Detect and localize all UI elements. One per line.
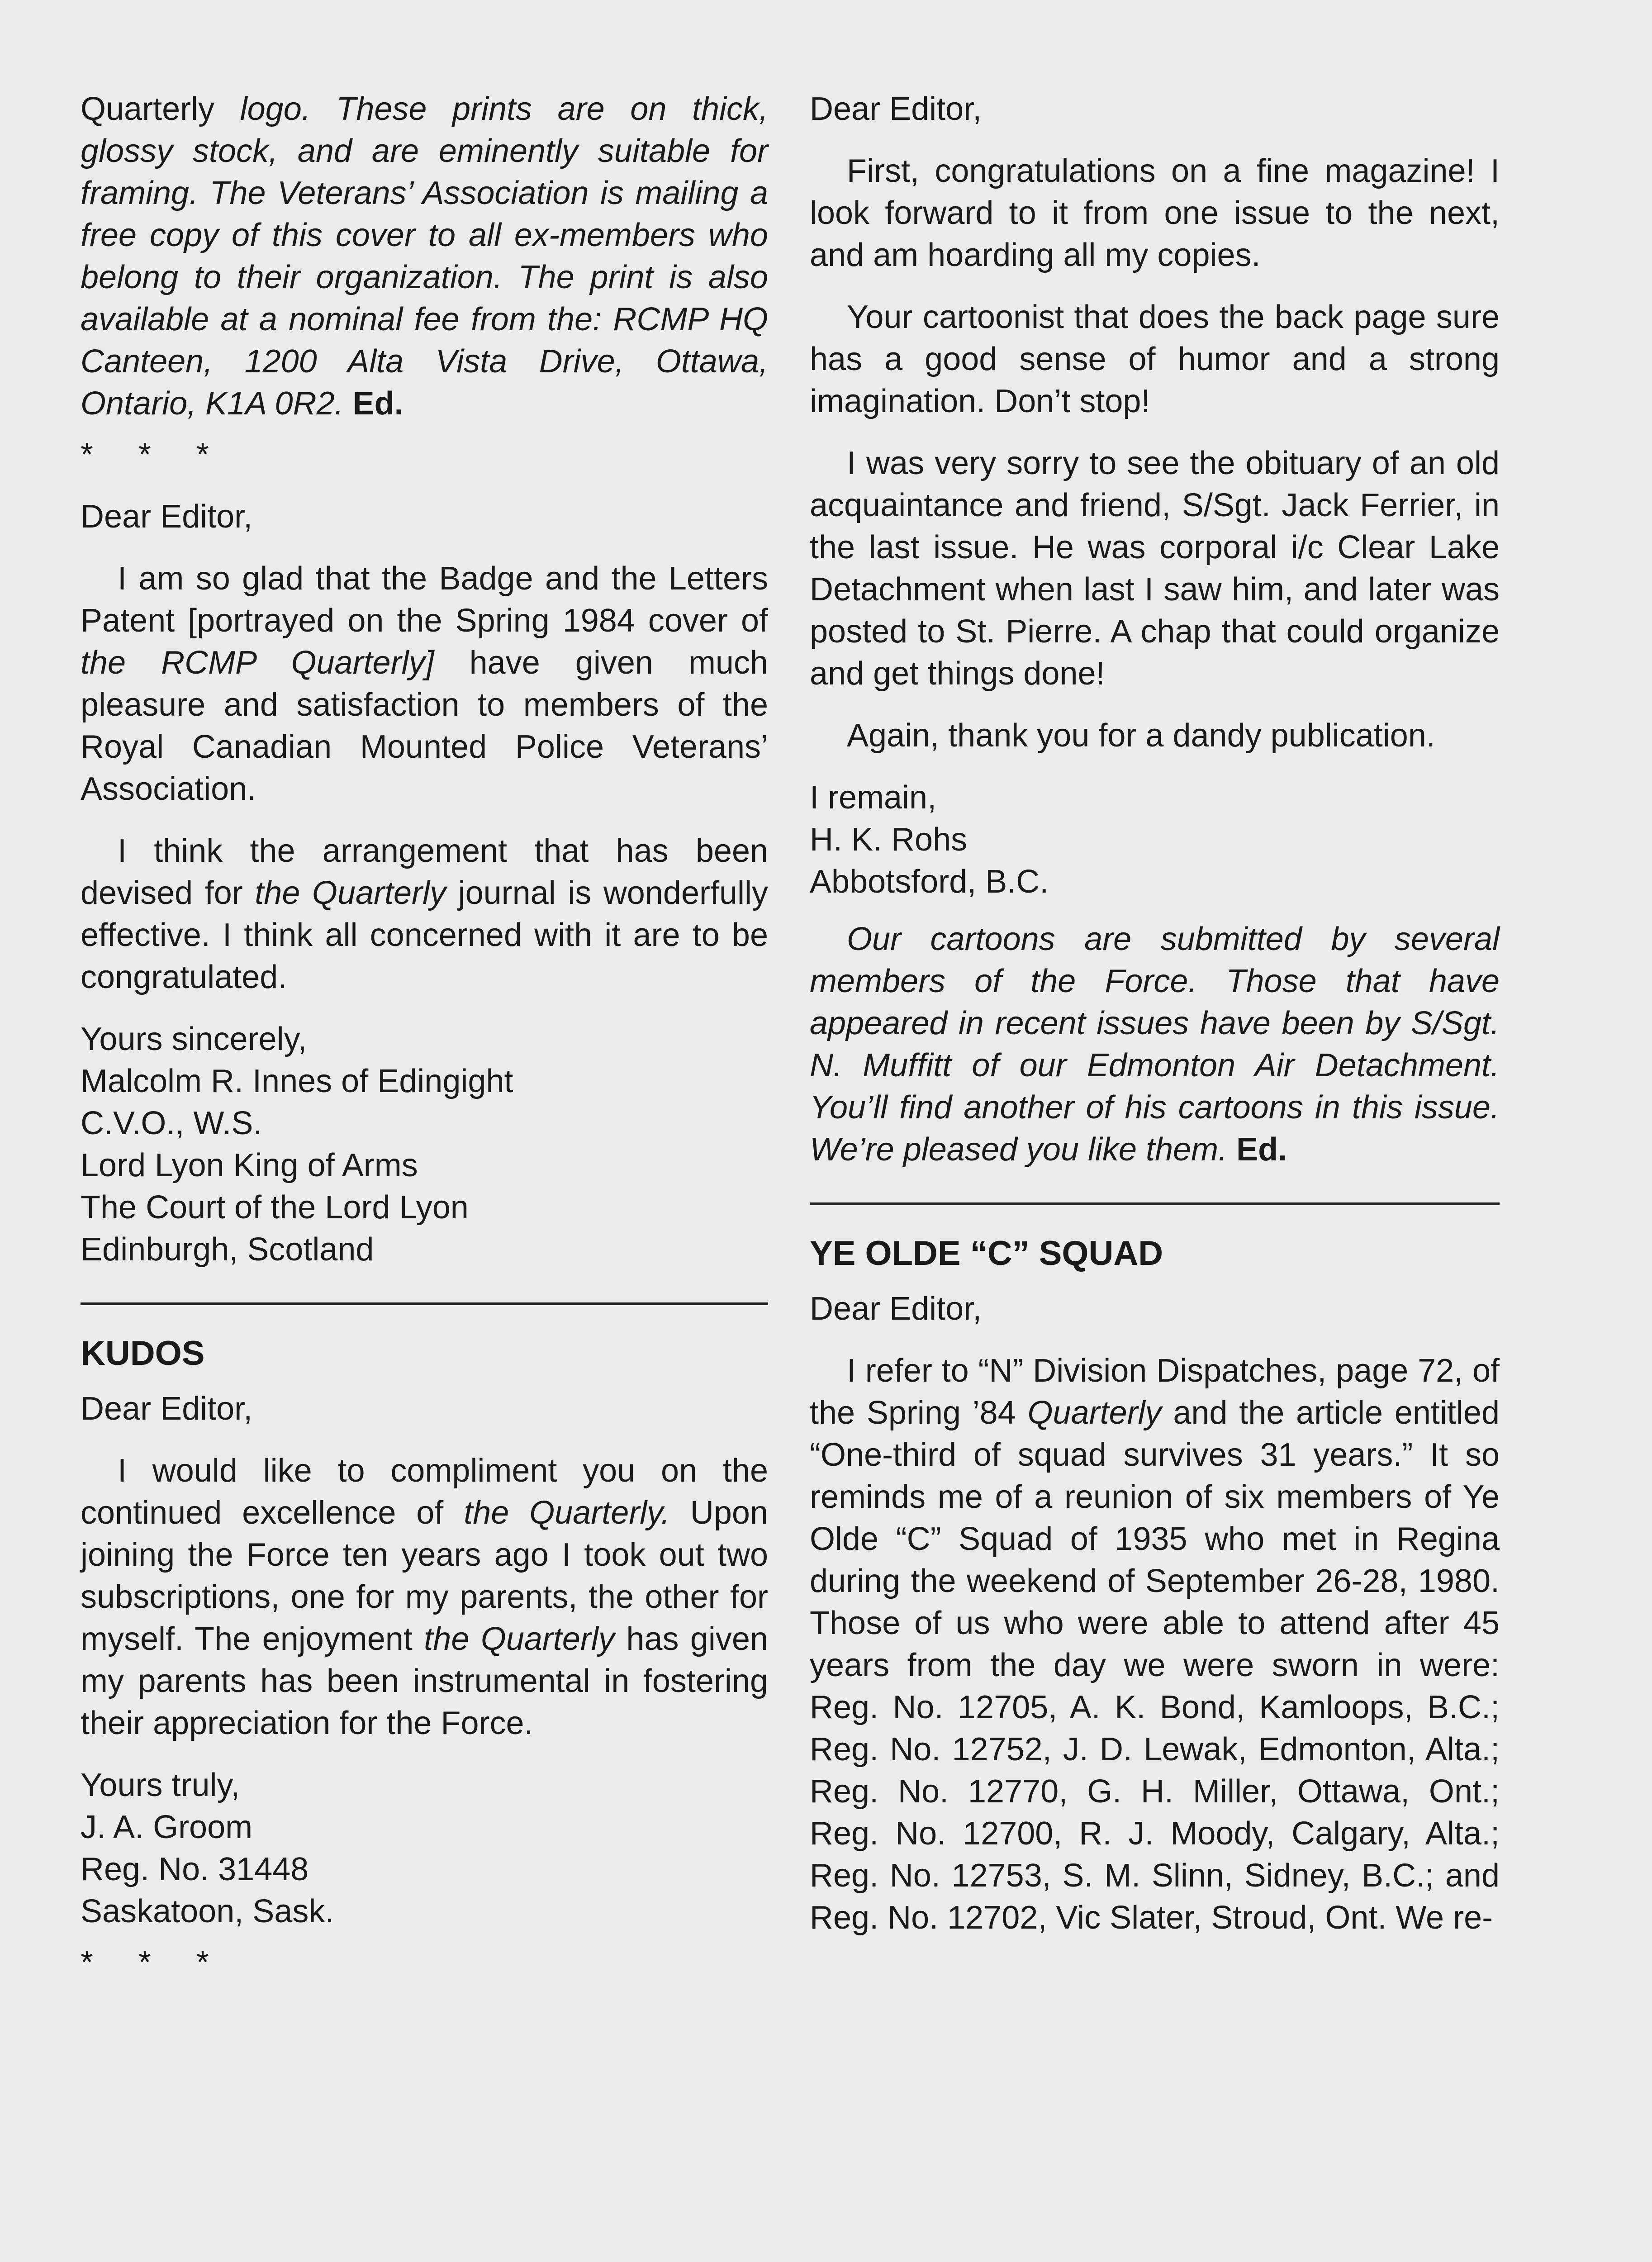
letter3-paragraph-1: First, congratulations on a fine magazine! I look forward to it from one issue to the next, and am hoarding all my copies. bbox=[810, 153, 1500, 273]
text-run: and the article entitled “One-third of squad survives 31 years.” It so reminds me of a reunion of six members of Ye Olde “C” Squad of 1935 who met in Regina during the weekend of September 26-28, 1980. Those of us who were able to attend after 45 years from the day we were sworn in were: Reg. No. 12705, A. K. Bond, Kamloops, B.C.; Reg. No. 12752, J. D. Lewak, Edmonton, Alta.; Reg. No. 12770, G. H. Miller, Ottawa, Ont.; Reg. No. 12700, R. J. Moody, Calgary, Alta.; Reg. No. 12753, S. M. Slinn, Sidney, B.C.; and Reg. No. 12702, Vic Slater, Stroud, Ont. We re- bbox=[810, 1395, 1500, 1936]
signoff-line: Yours sincerely, bbox=[81, 1021, 307, 1057]
heading-ye-olde-c-squad: YE OLDE “C” SQUAD bbox=[810, 1234, 1163, 1273]
section-divider bbox=[810, 1202, 1500, 1205]
signoff-line: Malcolm R. Innes of Edingight bbox=[81, 1063, 513, 1099]
letter4-paragraph-1 bbox=[810, 1350, 1500, 1939]
italic-run: Quarterly bbox=[1027, 1395, 1162, 1431]
intro-italic-text: logo. These prints are on thick, glossy stock, and are eminently suitable for framing. The Veterans’ Association is mailing a free copy of this cover to all ex-members who belong to their organization. The print is also available at a nominal fee from the: RCMP HQ Canteen, 1200 Alta Vista Drive, Ottawa, Ontario, K1A 0R2. bbox=[81, 91, 768, 422]
letter2-signoff bbox=[81, 1764, 768, 1933]
signoff-line: I remain, bbox=[810, 779, 937, 816]
letter2-salutation: Dear Editor, bbox=[81, 1391, 253, 1427]
intro-plain-text: Quarterly bbox=[81, 91, 240, 127]
italic-run: the RCMP Quarterly] bbox=[81, 645, 434, 681]
letter1-signoff bbox=[81, 1018, 768, 1271]
ed-signature: Ed. bbox=[1236, 1131, 1287, 1168]
letter3-signoff bbox=[810, 777, 1500, 903]
signoff-line: Abbotsford, B.C. bbox=[810, 864, 1049, 900]
italic-run: the Quarterly bbox=[424, 1621, 615, 1657]
italic-run: the Quarterly. bbox=[464, 1495, 670, 1531]
section-divider bbox=[81, 1302, 768, 1305]
signoff-line: Edinburgh, Scotland bbox=[81, 1231, 374, 1268]
letter2-paragraph-1 bbox=[81, 1450, 768, 1744]
signoff-line: Lord Lyon King of Arms bbox=[81, 1147, 418, 1183]
intro-ed-signature: Ed. bbox=[352, 385, 404, 422]
signoff-line: C.V.O., W.S. bbox=[81, 1105, 262, 1141]
letter3-paragraph-2: Your cartoonist that does the back page sure has a good sense of humor and a strong imagination. Don’t stop! bbox=[810, 299, 1500, 419]
text-run: I refer to “N” Division Dispatches, page 72, of the Spring ’84 bbox=[810, 1353, 1500, 1431]
heading-kudos: KUDOS bbox=[81, 1334, 205, 1373]
signoff-line: The Court of the Lord Lyon bbox=[81, 1189, 469, 1226]
separator-stars: * * * bbox=[81, 437, 228, 473]
text-run: I would like to compliment you on the continued excellence of bbox=[81, 1453, 768, 1531]
text-run: I think the arrangement that has been devised for bbox=[81, 833, 768, 911]
italic-run: Our cartoons are submitted by several members of the Force. Those that have appeared in recent issues have been by S/Sgt. N. Muffitt of our Edmonton Air Detachment. You’ll find another of his cartoons in this issue. We’re pleased you like them. bbox=[810, 921, 1500, 1168]
letter3-paragraph-4: Again, thank you for a dandy publication. bbox=[847, 718, 1435, 754]
intro-editor-note bbox=[81, 88, 768, 425]
text-run: have given much pleasure and satisfaction to members of the Royal Canadian Mounted Police Veterans’ Association. bbox=[81, 645, 768, 807]
letter4-salutation: Dear Editor, bbox=[810, 1291, 982, 1327]
signoff-line: J. A. Groom bbox=[81, 1809, 253, 1845]
letter3-salutation: Dear Editor, bbox=[810, 91, 982, 127]
signoff-line: Yours truly, bbox=[81, 1767, 240, 1803]
italic-run: the Quarterly bbox=[255, 875, 446, 911]
letter1-paragraph-1 bbox=[81, 558, 768, 810]
letter1-salutation: Dear Editor, bbox=[81, 499, 253, 535]
letter3-paragraph-3: I was very sorry to see the obituary of an old acquaintance and friend, S/Sgt. Jack Ferrier, in the last issue. He was corporal i/c Clear Lake Detachment when last I saw him, and later was posted to St. Pierre. A chap that could organize and get things done! bbox=[810, 445, 1500, 692]
right-column bbox=[810, 88, 1500, 1939]
text-run: Upon joining the Force ten years ago I took out two subscriptions, one for my parents, the other for myself. The enjoyment bbox=[81, 1495, 768, 1657]
text-run: I am so glad that the Badge and the Letters Patent [portrayed on the Spring 1984 cover of bbox=[81, 561, 768, 639]
left-column bbox=[81, 88, 768, 2002]
letter1-paragraph-2 bbox=[81, 830, 768, 998]
signoff-line: H. K. Rohs bbox=[810, 822, 968, 858]
editor-note-cartoons bbox=[810, 918, 1500, 1171]
separator-stars: * * * bbox=[81, 1944, 228, 1981]
text-run: journal is wonderfully effective. I think all concerned with it are to be congratulated. bbox=[81, 875, 768, 995]
signoff-line: Reg. No. 31448 bbox=[81, 1851, 309, 1887]
signoff-line: Saskatoon, Sask. bbox=[81, 1893, 334, 1929]
text-run: has given my parents has been instrumental in fostering their appreciation for the Force. bbox=[81, 1621, 769, 1741]
